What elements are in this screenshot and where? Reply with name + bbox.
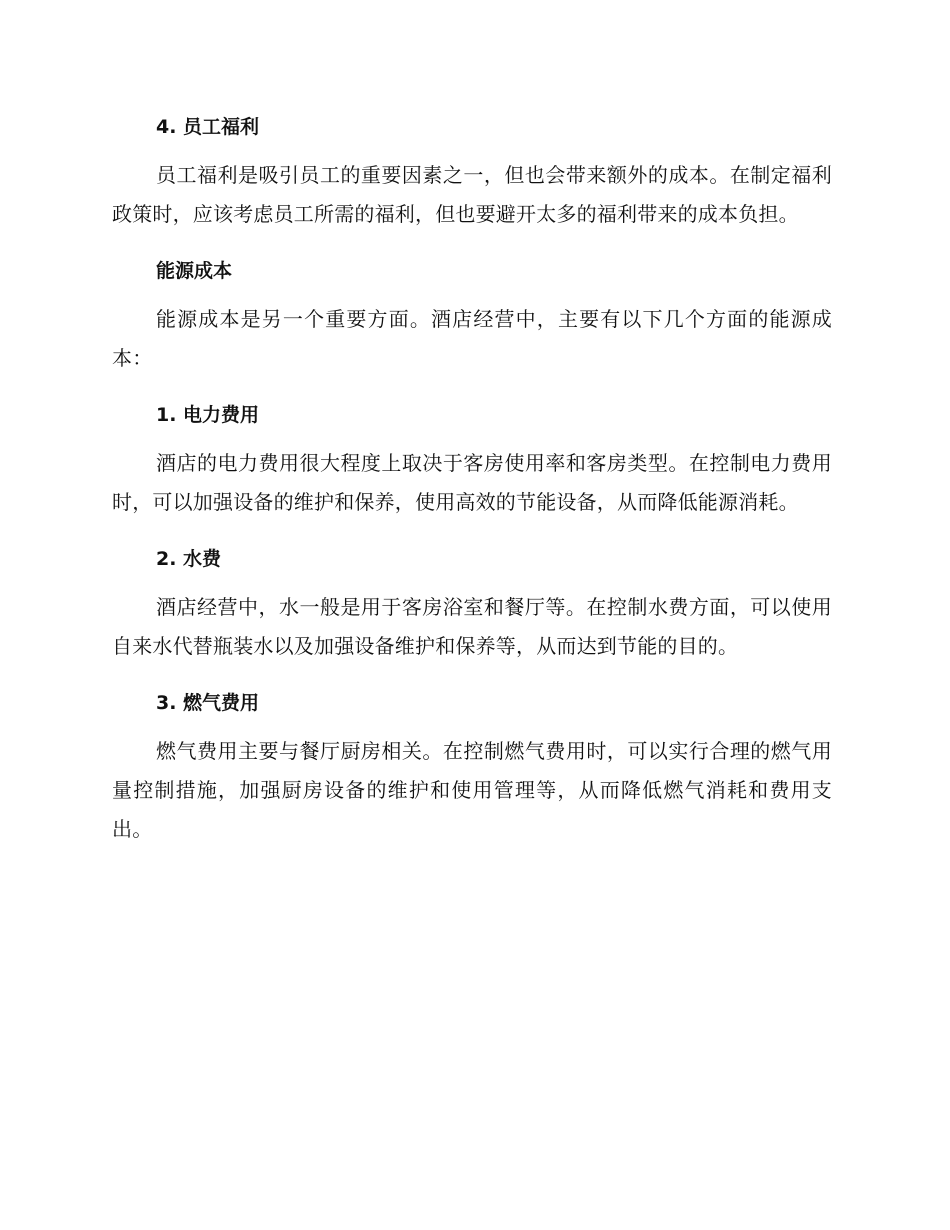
section-heading-employee-benefits: 4. 员工福利 <box>156 116 260 138</box>
document-body <box>112 106 832 859</box>
section-heading-energy-cost: 能源成本 <box>156 260 233 282</box>
section-paragraph-gas: 燃气费用主要与餐厅厨房相关。在控制燃气费用时，可以实行合理的燃气用量控制措施，加强厨房设备的维护和使用管理等，从而降低燃气消耗和费用支出。 <box>112 739 832 841</box>
section-paragraph-electricity: 酒店的电力费用很大程度上取决于客房使用率和客房类型。在控制电力费用时，可以加强设备的维护和保养，使用高效的节能设备，从而降低能源消耗。 <box>112 451 832 514</box>
section-heading-gas: 3. 燃气费用 <box>156 692 260 714</box>
section-heading-electricity: 1. 电力费用 <box>156 404 260 426</box>
section-heading-water: 2. 水费 <box>156 548 222 570</box>
section-paragraph-water: 酒店经营中，水一般是用于客房浴室和餐厅等。在控制水费方面，可以使用自来水代替瓶装水以及加强设备维护和保养等，从而达到节能的目的。 <box>112 595 832 658</box>
section-paragraph-employee-benefits: 员工福利是吸引员工的重要因素之一，但也会带来额外的成本。在制定福利政策时，应该考虑员工所需的福利，但也要避开太多的福利带来的成本负担。 <box>112 163 832 226</box>
section-paragraph-energy-cost: 能源成本是另一个重要方面。酒店经营中，主要有以下几个方面的能源成本： <box>112 307 832 370</box>
